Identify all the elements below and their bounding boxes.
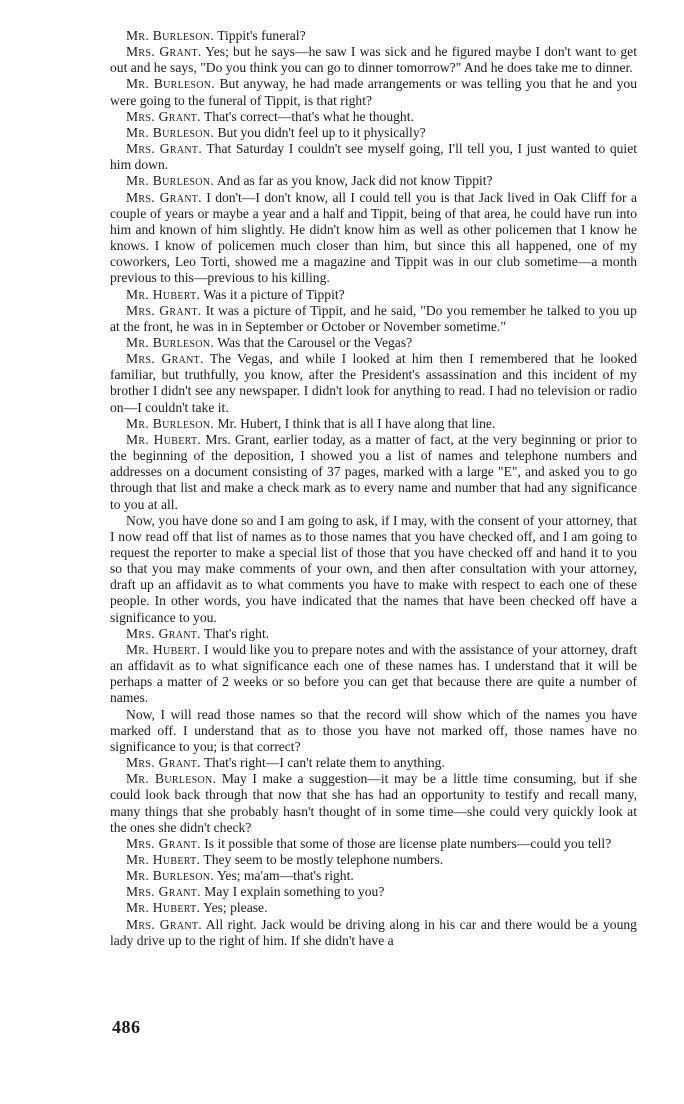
- testimony-text: May I explain something to you?: [204, 884, 385, 900]
- testimony-paragraph: [110, 755, 637, 771]
- testimony-text: Is it possible that some of those are license plate numbers—could you tell?: [204, 835, 612, 851]
- speaker-name: Mr. Hubert.: [126, 641, 201, 657]
- testimony-paragraph: [110, 868, 637, 884]
- testimony-paragraph: [110, 141, 637, 173]
- testimony-text: That's right—I can't relate them to anything.: [204, 755, 445, 771]
- testimony-text: That Saturday I couldn't see myself going, I'll tell you, I just wanted to quiet him down.: [110, 141, 638, 173]
- speaker-name: Mr. Burleson.: [126, 173, 215, 189]
- testimony-paragraph: [110, 852, 637, 868]
- testimony-text: Was that the Carousel or the Vegas?: [217, 334, 413, 350]
- testimony-paragraph: [110, 707, 637, 755]
- testimony-paragraph: [110, 28, 637, 44]
- testimony-paragraph: [110, 76, 637, 108]
- speaker-name: Mr. Hubert.: [126, 900, 201, 916]
- testimony-text: Was it a picture of Tippit?: [203, 286, 345, 302]
- speaker-name: Mrs. Grant.: [126, 884, 201, 900]
- testimony-paragraph: [110, 513, 637, 626]
- speaker-name: Mr. Burleson.: [126, 76, 216, 92]
- testimony-paragraph: [110, 626, 637, 642]
- testimony-text: Tippit's funeral?: [217, 28, 306, 43]
- speaker-name: Mr. Burleson.: [126, 868, 215, 884]
- transcript-page: [110, 28, 637, 949]
- testimony-paragraph: [110, 335, 637, 351]
- speaker-name: Mrs. Grant.: [126, 351, 204, 367]
- testimony-text: Mr. Hubert, I think that is all I have along that line.: [217, 415, 496, 431]
- testimony-text: Yes; but he says—he saw I was sick and he figured maybe I don't want to get out and he says, "Do you think you can go to dinner tomorrow?" And he does take me to dinner.: [110, 44, 637, 76]
- testimony-paragraph: [110, 416, 637, 432]
- speaker-name: Mrs. Grant.: [126, 302, 202, 318]
- testimony-text: Yes; please.: [203, 900, 268, 916]
- testimony-text: Yes; ma'am—that's right.: [216, 868, 354, 884]
- testimony-text: Mrs. Grant, earlier today, as a matter of fact, at the very beginning or prior to the beginning of the deposition, I showed you a list of names and telephone numbers and addresses on a document consisting of 37 pages, marked with a large "E", and asked you to go through that list and make a check mark as to every name and number that had any significance to you at all.: [110, 431, 637, 512]
- testimony-text: And as far as you know, Jack did not know Tippit?: [216, 173, 493, 189]
- testimony-text: I would like you to prepare notes and with the assistance of your attorney, draft an affidavit as to what significance each one of these names has. I understand that it will be perhaps a matter of 2 weeks or so before you can get that because there are quite a number of names.: [110, 641, 637, 706]
- speaker-name: Mrs. Grant.: [126, 835, 201, 851]
- speaker-name: Mr. Burleson.: [126, 334, 215, 350]
- speaker-name: Mrs. Grant.: [126, 189, 202, 205]
- testimony-paragraph: [110, 303, 637, 335]
- testimony-text: All right. Jack would be driving along in his car and there would be a young lady drive up to the right of him. If she didn't have a: [110, 916, 637, 948]
- testimony-paragraph: [110, 125, 637, 141]
- testimony-paragraph: [110, 900, 637, 916]
- speaker-name: Mrs. Grant.: [126, 108, 201, 124]
- testimony-paragraph: [110, 351, 637, 416]
- page-number: 486: [112, 1017, 141, 1037]
- testimony-paragraph: [110, 287, 637, 303]
- testimony-text: They seem to be mostly telephone numbers.: [203, 851, 444, 867]
- testimony-paragraph: [110, 109, 637, 125]
- testimony-paragraph: [110, 432, 637, 513]
- testimony-paragraph: [110, 642, 637, 707]
- testimony-text: That's correct—that's what he thought.: [204, 108, 414, 124]
- speaker-name: Mrs. Grant.: [126, 44, 202, 60]
- speaker-name: Mrs. Grant.: [126, 141, 203, 157]
- testimony-text: The Vegas, and while I looked at him then I remembered that he looked familiar, but truthfully, you know, after the President's assassination and this incident of my brother I didn't see any newspaper. I didn't look for anything to read. I had no television or radio on—I couldn't take it.: [110, 351, 637, 415]
- speaker-name: Mr. Burleson.: [126, 415, 215, 431]
- speaker-name: Mrs. Grant.: [126, 916, 202, 932]
- speaker-name: Mr. Hubert.: [126, 851, 201, 867]
- testimony-text: But you didn't feel up to it physically?: [217, 124, 426, 140]
- testimony-text: Now, I will read those names so that the record will show which of the names you have marked off. I understand that as to those you have not marked off, those names have no significance to you; is that correct?: [110, 706, 637, 754]
- speaker-name: Mr. Burleson.: [126, 124, 215, 140]
- testimony-text: It was a picture of Tippit, and he said, "Do you remember he talked to you up at the front, he was in in September or October or November sometime.": [110, 302, 637, 334]
- testimony-text: That's right.: [204, 625, 270, 641]
- testimony-paragraph: [110, 44, 637, 76]
- testimony-paragraph: [110, 771, 637, 836]
- speaker-name: Mr. Hubert.: [126, 431, 202, 447]
- speaker-name: Mr. Burleson.: [126, 771, 217, 787]
- speaker-name: Mr. Burleson.: [126, 28, 215, 43]
- testimony-paragraph: [110, 190, 637, 287]
- testimony-paragraph: [110, 917, 637, 949]
- testimony-text: May I make a suggestion—it may be a little time consuming, but if she could look back through that now that she has had an opportunity to testify and recall many, many things that she probably hasn't thought of in some time—she could very quickly look at the ones she didn't check?: [110, 771, 637, 835]
- speaker-name: Mrs. Grant.: [126, 755, 201, 771]
- testimony-paragraph: [110, 884, 637, 900]
- testimony-text: Now, you have done so and I am going to ask, if I may, with the consent of your attorney, that I now read off that list of names as to those names that you have checked off, and I am going to request the reporter to make a special list of those that you have checked off and hand it to you so that you may make comments of your own, and then after consultation with your attorney, draft up an affidavit as to what comments you have to make with respect to each one of these people. In other words, you have indicated that the names that have been checked off have a significance to you.: [110, 512, 637, 625]
- speaker-name: Mr. Hubert.: [126, 286, 201, 302]
- speaker-name: Mrs. Grant.: [126, 625, 201, 641]
- testimony-paragraph: [110, 836, 637, 852]
- testimony-paragraph: [110, 173, 637, 189]
- testimony-text: I don't—I don't know, all I could tell you is that Jack lived in Oak Cliff for a couple of years or maybe a year and a half and Tippit, being of that area, he could have run into him and known of him slightly. He didn't know him as well as other policemen that I know he knows. I know of policemen much closer than him, but since this all happened, one of my coworkers, Leo Torti, showed me a magazine and Tippit was in our club sometime—a month previous to this—previous to his killing.: [110, 189, 637, 286]
- testimony-text: But anyway, he had made arrangements or was telling you that he and you were going to the funeral of Tippit, is that right?: [110, 76, 637, 108]
